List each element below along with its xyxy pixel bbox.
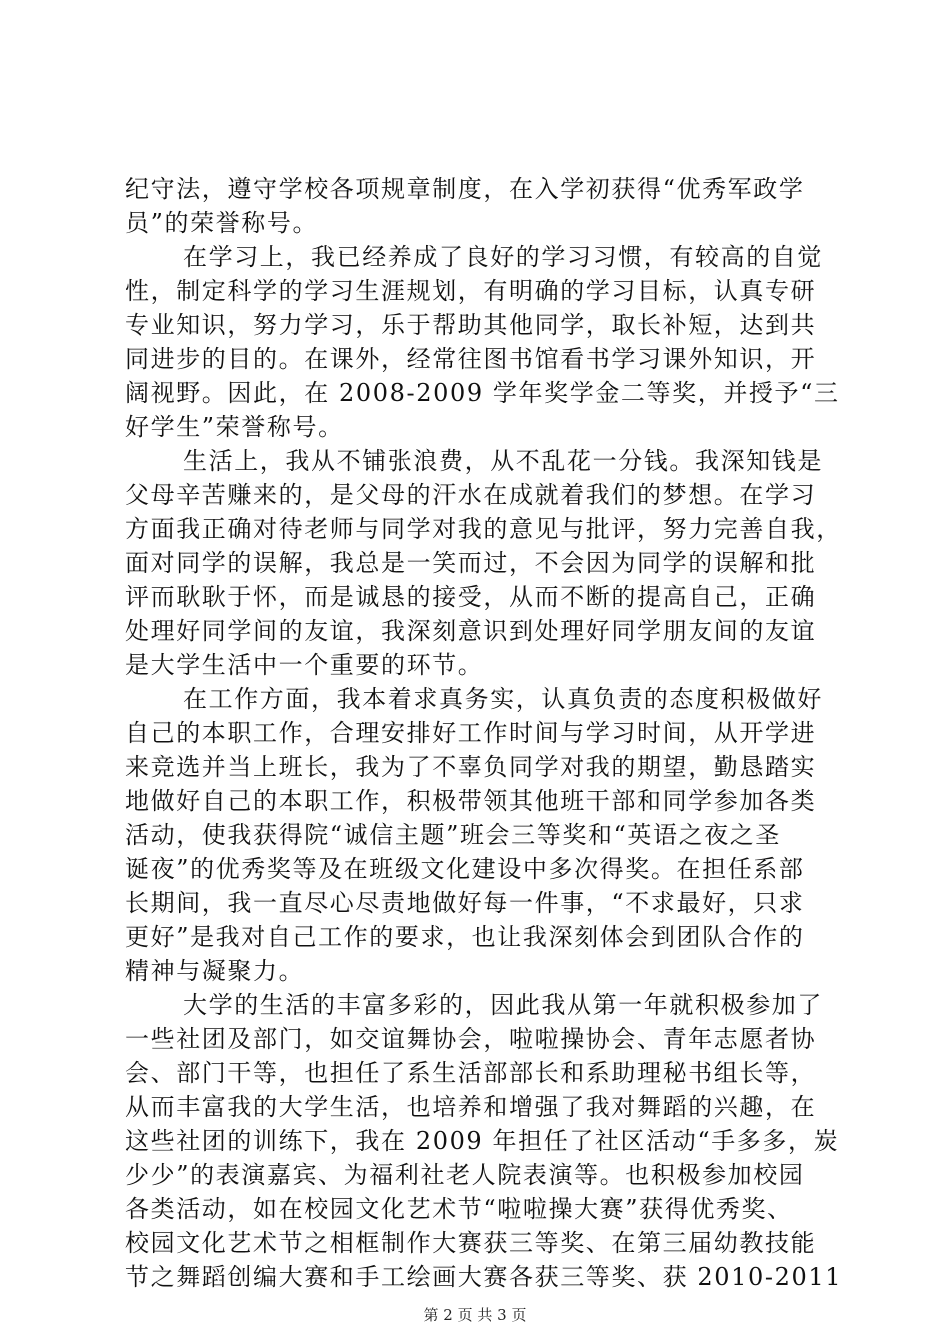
text-line: 精神与凝聚力。	[125, 957, 305, 985]
text-line: 纪守法，遵守学校各项规章制度，在入学初获得“优秀军政学	[125, 175, 805, 203]
text-line: 更好”是我对自己工作的要求，也让我深刻体会到团队合作的	[125, 923, 805, 951]
page-number-footer: 第 2 页 共 3 页	[423, 1306, 527, 1324]
text-line: 校园文化艺术节之相框制作大赛获三等奖、在第三届幼教技能	[125, 1229, 817, 1257]
paragraph-first-line: 在学习上，我已经养成了良好的学习习惯，有较高的自觉	[183, 243, 823, 271]
text-line: 长期间，我一直尽心尽责地做好每一件事，“不求最好，只求	[125, 889, 805, 917]
paragraph-first-line: 大学的生活的丰富多彩的，因此我从第一年就积极参加了	[183, 991, 823, 1019]
document-body	[125, 172, 843, 1294]
paragraph-first-line: 在工作方面，我本着求真务实，认真负责的态度积极做好	[183, 685, 823, 713]
text-line: 阔视野。因此，在 2008-2009 学年奖学金二等奖，并授予“三	[125, 379, 840, 407]
text-line: 诞夜”的优秀奖等及在班级文化建设中多次得奖。在担任系部	[125, 855, 805, 883]
text-line: 这些社团的训练下，我在 2009 年担任了社区活动“手多多，炭	[125, 1127, 840, 1155]
paragraph-first-line: 生活上，我从不铺张浪费，从不乱花一分钱。我深知钱是	[183, 447, 823, 475]
text-line: 自己的本职工作，合理安排好工作时间与学习时间，从开学进	[125, 719, 817, 747]
text-line: 父母辛苦赚来的，是父母的汗水在成就着我们的梦想。在学习	[125, 481, 817, 509]
text-line: 一些社团及部门，如交谊舞协会，啦啦操协会、青年志愿者协	[125, 1025, 817, 1053]
text-line: 处理好同学间的友谊，我深刻意识到处理好同学朋友间的友谊	[125, 617, 817, 645]
text-line: 性，制定科学的学习生涯规划，有明确的学习目标，认真专研	[125, 277, 817, 305]
text-line: 从而丰富我的大学生活，也培养和增强了我对舞蹈的兴趣，在	[125, 1093, 817, 1121]
text-line: 各类活动，如在校园文化艺术节“啦啦操大赛”获得优秀奖、	[125, 1195, 793, 1223]
text-line: 是大学生活中一个重要的环节。	[125, 651, 484, 679]
text-line: 面对同学的误解，我总是一笑而过，不会因为同学的误解和批	[125, 549, 817, 577]
text-line: 活动，使我获得院“诚信主题”班会三等奖和“英语之夜之圣	[125, 821, 782, 849]
text-line: 地做好自己的本职工作，积极带领其他班干部和同学参加各类	[125, 787, 817, 815]
text-line: 好学生”荣誉称号。	[125, 413, 344, 441]
text-line: 来竞选并当上班长，我为了不辜负同学对我的期望，勤恳踏实	[125, 753, 817, 781]
text-line: 少少”的表演嘉宾、为福利社老人院表演等。也积极参加校园	[125, 1161, 805, 1189]
text-line: 专业知识，努力学习，乐于帮助其他同学，取长补短，达到共	[125, 311, 817, 339]
text-line: 会、部门干等，也担任了系生活部部长和系助理秘书组长等，	[125, 1059, 817, 1087]
text-line: 方面我正确对待老师与同学对我的意见与批评，努力完善自我，	[125, 515, 842, 543]
text-line: 评而耿耿于怀，而是诚恳的接受，从而不断的提高自己，正确	[125, 583, 817, 611]
text-line: 同进步的目的。在课外，经常往图书馆看书学习课外知识，开	[125, 345, 817, 373]
text-line: 员”的荣誉称号。	[125, 209, 319, 237]
text-line: 节之舞蹈创编大赛和手工绘画大赛各获三等奖、获 2010-2011	[125, 1263, 843, 1291]
